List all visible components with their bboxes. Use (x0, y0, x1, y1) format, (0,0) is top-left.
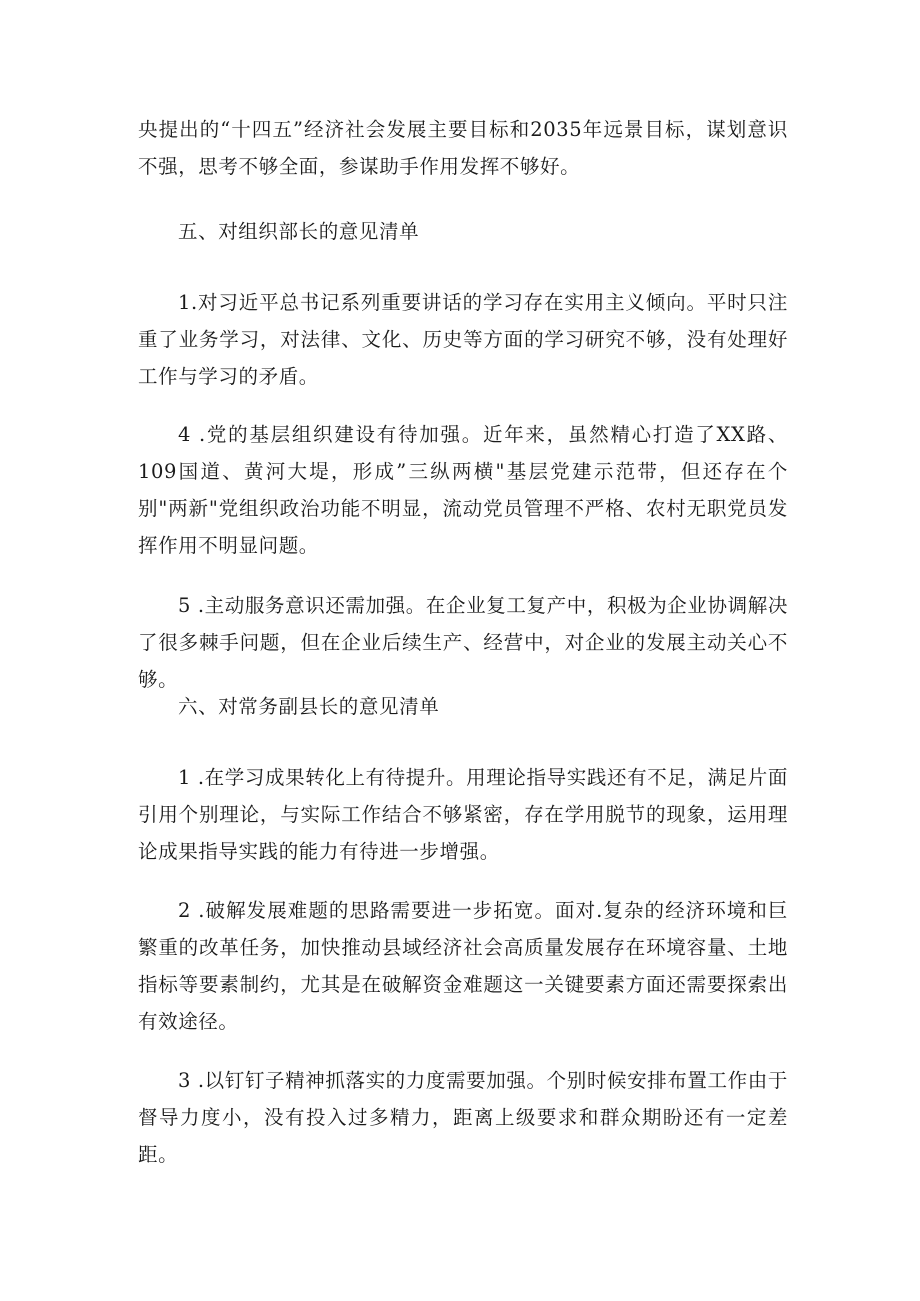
paragraph-item-5-1: 1.对习近平总书记系列重要讲话的学习存在实用主义倾向。平时只注重了业务学习，对法律、文化、历史等方面的学习研究不够，没有处理好工作与学习的矛盾。 (138, 291, 788, 388)
paragraph-item-6-2: 2 .破解发展难题的思路需要进一步拓宽。面对.复杂的经济环境和巨繁重的改革任务，加快推动县域经济社会高质量发展存在环境容量、土地指标等要素制约，尤其是在破解资金难题这一关键要素方面还需要探索出有效途径。 (138, 899, 788, 1033)
paragraph-item-6-3: 3 .以钉钉子精神抓落实的力度需要加强。个别时候安排布置工作由于督导力度小，没有投入过多精力，距离上级要求和群众期盼还有一定差距。 (138, 1069, 788, 1166)
section-heading-organization-minister: 五、对组织部长的意见清单 (178, 220, 420, 243)
paragraph-intro-continued: 央提出的“十四五”经济社会发展主要目标和2035年远景目标，谋划意识不强，思考不够全面，参谋助手作用发挥不够好。 (138, 118, 788, 178)
section-heading-executive-deputy-county-head: 六、对常务副县长的意见清单 (178, 695, 440, 718)
paragraph-item-6-1: 1 .在学习成果转化上有待提升。用理论指导实践还有不足，满足片面引用个别理论，与实际工作结合不够紧密，存在学用脱节的现象，运用理论成果指导实践的能力有待进一步增强。 (138, 766, 788, 863)
paragraph-item-5-4: 4 .党的基层组织建设有待加强。近年来，虽然精心打造了XX路、109国道、黄河大堤，形成”三纵两横"基层党建示范带，但还存在个别"两新"党组织政治功能不明显，流动党员管理不严格、农村无职党员发挥作用不明显问题。 (138, 423, 788, 557)
paragraph-item-5-5: 5 .主动服务意识还需加强。在企业复工复产中，积极为企业协调解决了很多棘手问题，但在企业后续生产、经营中，对企业的发展主动关心不够。 (138, 594, 788, 691)
